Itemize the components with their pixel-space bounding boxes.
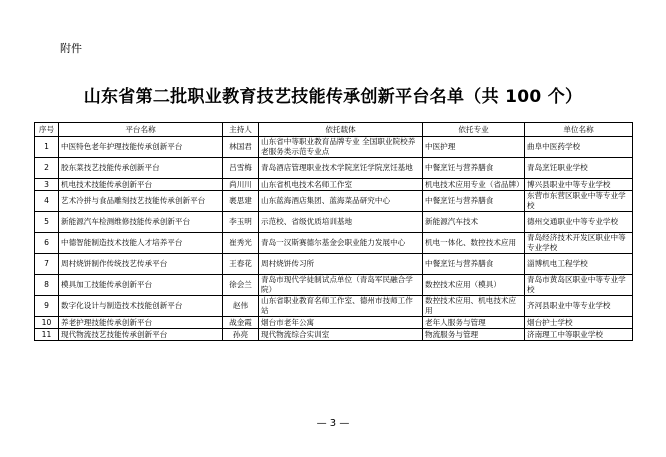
carrier: 山东省职业教育名师工作室、德州市技师工作站 (259, 296, 423, 317)
platform-name: 胶东菜技艺技能传承创新平台 (59, 158, 223, 179)
platform-name: 机电技术技能传承创新平台 (59, 179, 223, 191)
row-index: 5 (35, 212, 59, 233)
unit-name: 德州交通职业中等专业学校 (525, 212, 633, 233)
carrier: 山东蓝海酒店集团、蓝海菜品研究中心 (259, 191, 423, 212)
carrier: 山东省机电技术名师工作室 (259, 179, 423, 191)
table-row (35, 275, 633, 296)
row-index: 2 (35, 158, 59, 179)
major: 中餐烹饪与营养膳食 (423, 191, 525, 212)
table-row (35, 296, 633, 317)
host-name: 林国君 (223, 137, 259, 158)
host-name: 王春花 (223, 254, 259, 275)
unit-name: 青岛烹饪职业学校 (525, 158, 633, 179)
header-cell-major: 依托专业 (423, 123, 525, 137)
unit-name: 烟台护士学校 (525, 317, 633, 329)
page-number: — 3 — (316, 418, 350, 429)
host-name: 吕雪梅 (223, 158, 259, 179)
table-row (35, 158, 633, 179)
unit-name: 淄博机电工程学校 (525, 254, 633, 275)
table-row (35, 329, 633, 341)
major: 中餐烹饪与营养膳食 (423, 158, 525, 179)
major: 物流服务与管理 (423, 329, 525, 341)
carrier: 青岛市现代学徒制试点单位（青岛军民融合学院） (259, 275, 423, 296)
major: 机电技术应用专业（省品牌） (423, 179, 525, 191)
row-index: 9 (35, 296, 59, 317)
platform-name: 周村烧饼制作传统技艺传承平台 (59, 254, 223, 275)
platform-name: 模具加工技能传承创新平台 (59, 275, 223, 296)
major: 老年人服务与管理 (423, 317, 525, 329)
unit-name: 齐河县职业中等专业学校 (525, 296, 633, 317)
major: 机电一体化、数控技术应用 (423, 233, 525, 254)
host-name: 裹思建 (223, 191, 259, 212)
major: 中餐烹饪与营养膳食 (423, 254, 525, 275)
header-cell-platform: 平台名称 (59, 123, 223, 137)
row-index: 11 (35, 329, 59, 341)
carrier: 现代物流综合实训室 (259, 329, 423, 341)
table-row (35, 191, 633, 212)
header-cell-unit: 单位名称 (525, 123, 633, 137)
major: 数控技术应用、机电技术应用 (423, 296, 525, 317)
platform-name: 中德智能制造技术技能人才培养平台 (59, 233, 223, 254)
carrier: 示范校、省级优质培训基地 (259, 212, 423, 233)
header-cell-host: 主持人 (223, 123, 259, 137)
carrier: 青岛酒店管理职业技术学院烹饪学院烹饪基地 (259, 158, 423, 179)
platform-name: 新能源汽车检测维修技能传承创新平台 (59, 212, 223, 233)
table-header-row (35, 123, 633, 137)
table-row (35, 212, 633, 233)
table-row (35, 233, 633, 254)
platform-name: 现代物流技艺技能传承创新平台 (59, 329, 223, 341)
unit-name: 曲阜中医药学校 (525, 137, 633, 158)
carrier: 青岛一汉斯赛德尔基金会职业能力发展中心 (259, 233, 423, 254)
host-name: 李玉明 (223, 212, 259, 233)
host-name: 孙亮 (223, 329, 259, 341)
major: 新能源汽车技术 (423, 212, 525, 233)
host-name: 战金霞 (223, 317, 259, 329)
row-index: 4 (35, 191, 59, 212)
table-row (35, 254, 633, 275)
host-name: 尚川川 (223, 179, 259, 191)
attachment-label: 附件 (60, 42, 82, 55)
carrier: 烟台市老年公寓 (259, 317, 423, 329)
unit-name: 青岛经济技术开发区职业中等专业学校 (525, 233, 633, 254)
table-row (35, 179, 633, 191)
header-cell-carrier: 依托载体 (259, 123, 423, 137)
host-name: 赵伟 (223, 296, 259, 317)
header-cell-index: 序号 (35, 123, 59, 137)
major: 数控技术应用（模具） (423, 275, 525, 296)
platform-name: 数字化设计与制造技术技能创新平台 (59, 296, 223, 317)
host-name: 崔秀光 (223, 233, 259, 254)
carrier: 周村烧饼传习所 (259, 254, 423, 275)
carrier: 山东省中等职业教育品牌专业 全国职业院校养老服务类示范专业点 (259, 137, 423, 158)
table-row (35, 137, 633, 158)
row-index: 7 (35, 254, 59, 275)
table-row (35, 317, 633, 329)
row-index: 6 (35, 233, 59, 254)
major: 中医护理 (423, 137, 525, 158)
document-title: 山东省第二批职业教育技艺技能传承创新平台名单（共 100 个） (83, 87, 583, 107)
row-index: 1 (35, 137, 59, 158)
platform-name: 艺术冷拼与食品雕刻技艺技能传承创新平台 (59, 191, 223, 212)
host-name: 徐会兰 (223, 275, 259, 296)
unit-name: 东营市东营区职业中等专业学校 (525, 191, 633, 212)
unit-name: 济南理工中等职业学校 (525, 329, 633, 341)
row-index: 8 (35, 275, 59, 296)
unit-name: 青岛市黄岛区职业中等专业学校 (525, 275, 633, 296)
platform-table (34, 122, 633, 341)
platform-name: 中医特色老年护理技能传承创新平台 (59, 137, 223, 158)
unit-name: 博兴县职业中等专业学校 (525, 179, 633, 191)
platform-name: 养老护理技能传承创新平台 (59, 317, 223, 329)
row-index: 10 (35, 317, 59, 329)
row-index: 3 (35, 179, 59, 191)
